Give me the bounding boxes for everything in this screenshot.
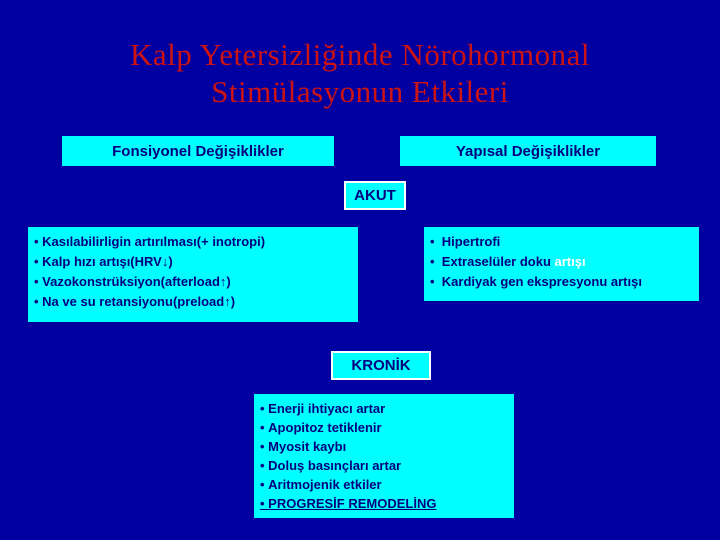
list-item: • Na ve su retansiyonu(preload↑) bbox=[34, 292, 352, 312]
acute-stage-label: AKUT bbox=[344, 181, 406, 210]
list-item: • Aritmojenik etkiler bbox=[260, 475, 508, 494]
chronic-stage-label: KRONİK bbox=[331, 351, 431, 380]
item-highlight: artışı bbox=[554, 254, 586, 269]
acute-structural-list bbox=[424, 227, 699, 301]
list-item bbox=[430, 272, 693, 292]
list-item-progressive-remodeling: • PROGRESİF REMODELİNG bbox=[260, 494, 508, 513]
item-text: Extraselüler doku bbox=[441, 254, 555, 269]
functional-changes-header: Fonsiyonel Değişiklikler bbox=[62, 136, 334, 166]
item-text: Hipertrofi bbox=[441, 234, 501, 249]
list-item: • Vazokonstrüksiyon(afterload↑) bbox=[34, 272, 352, 292]
structural-changes-header: Yapısal Değişiklikler bbox=[400, 136, 656, 166]
list-item: • Doluş basınçları artar bbox=[260, 456, 508, 475]
list-item bbox=[430, 232, 693, 252]
list-item bbox=[430, 252, 693, 272]
list-item: • Apopitoz tetiklenir bbox=[260, 418, 508, 437]
list-item: • Enerji ihtiyacı artar bbox=[260, 399, 508, 418]
title-line-2: Stimülasyonun Etkileri bbox=[211, 74, 509, 109]
chronic-effects-list bbox=[254, 394, 514, 518]
acute-functional-list bbox=[28, 227, 358, 322]
list-item: • Kalp hızı artışı(HRV↓) bbox=[34, 252, 352, 272]
list-item: • Myosit kaybı bbox=[260, 437, 508, 456]
item-text: Kardiyak gen ekspresyonu artışı bbox=[441, 274, 642, 289]
slide-title bbox=[0, 36, 720, 110]
list-item: • Kasılabilirligin artırılması(+ inotropi) bbox=[34, 232, 352, 252]
title-line-1: Kalp Yetersizliğinde Nörohormonal bbox=[130, 37, 590, 72]
